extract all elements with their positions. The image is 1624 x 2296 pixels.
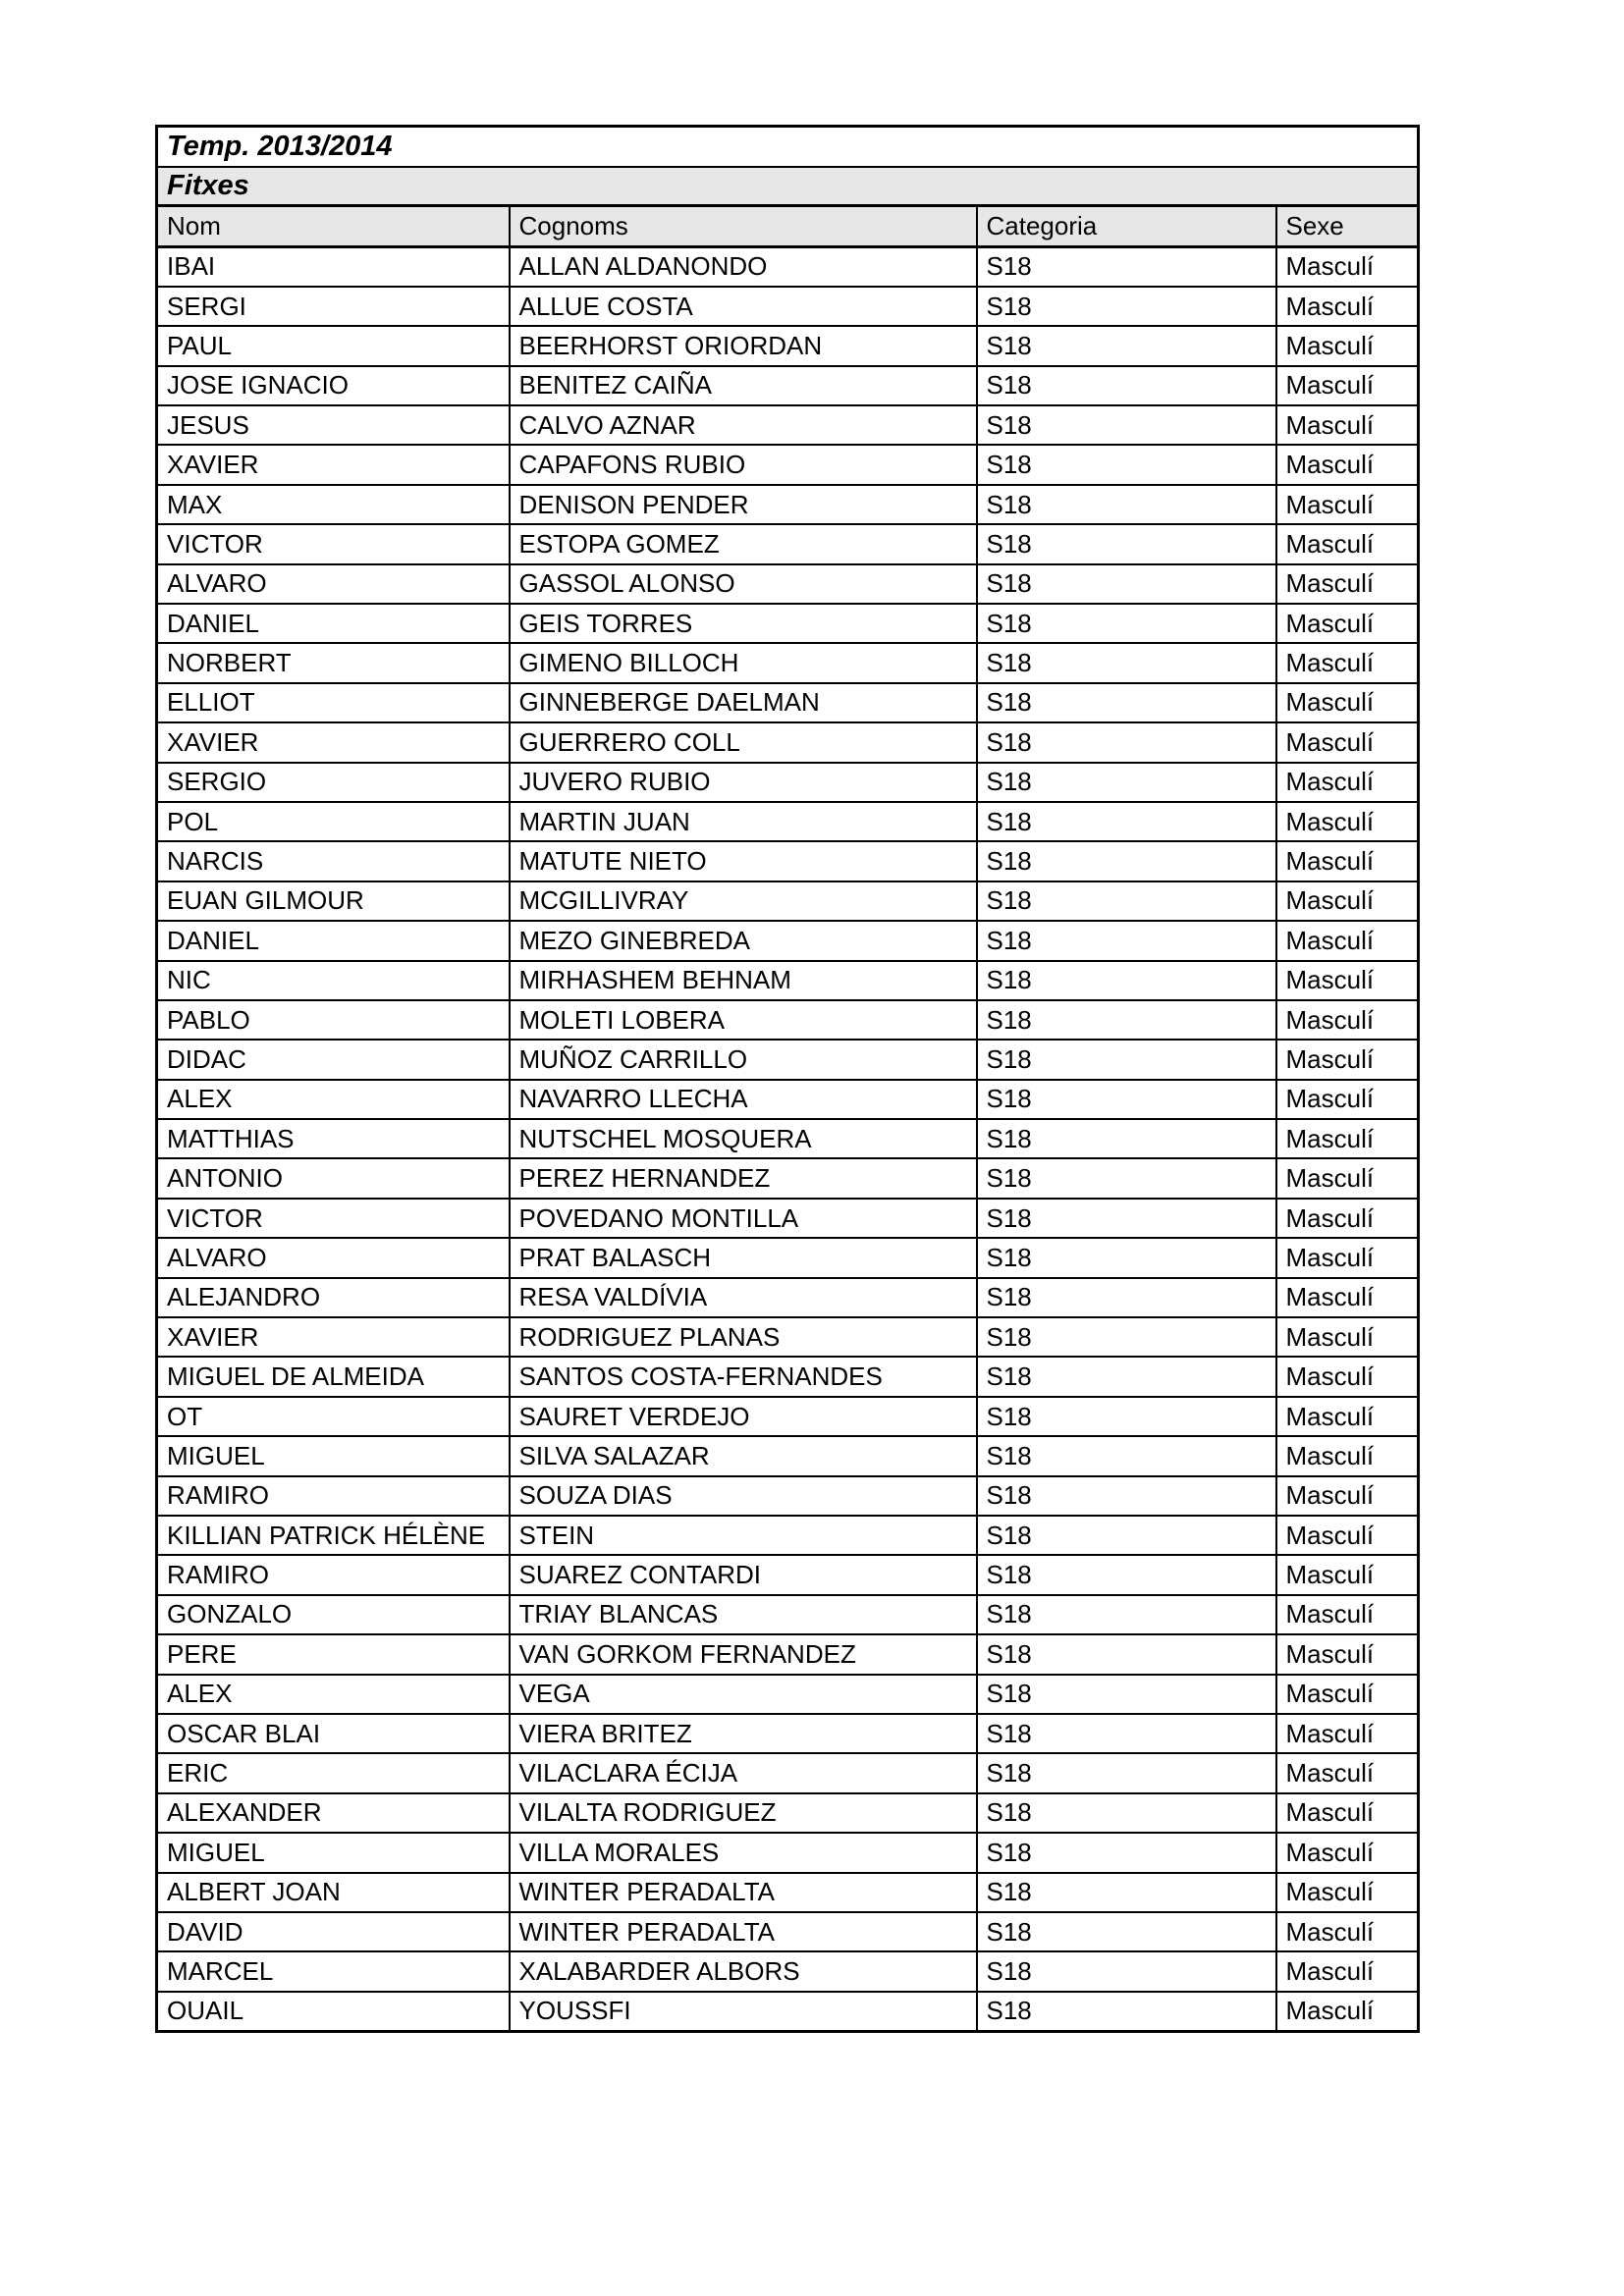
cell-cognoms: RODRIGUEZ PLANAS	[510, 1317, 977, 1357]
table-row	[157, 604, 1419, 643]
cell-nom: POL	[157, 802, 510, 841]
cell-sexe: Masculí	[1276, 841, 1419, 881]
cell-nom: MATTHIAS	[157, 1119, 510, 1158]
table-row	[157, 722, 1419, 762]
cell-nom: SERGI	[157, 287, 510, 326]
cell-sexe: Masculí	[1276, 1278, 1419, 1317]
cell-categoria: S18	[977, 604, 1276, 643]
cell-sexe: Masculí	[1276, 1833, 1419, 1872]
cell-nom: JOSE IGNACIO	[157, 366, 510, 405]
cell-cognoms: DENISON PENDER	[510, 485, 977, 524]
cell-categoria: S18	[977, 366, 1276, 405]
cell-cognoms: SANTOS COSTA-FERNANDES	[510, 1357, 977, 1396]
cell-sexe: Masculí	[1276, 921, 1419, 960]
cell-sexe: Masculí	[1276, 247, 1419, 287]
cell-nom: PAUL	[157, 326, 510, 365]
table-row	[157, 564, 1419, 604]
cell-categoria: S18	[977, 1476, 1276, 1516]
cell-sexe: Masculí	[1276, 722, 1419, 762]
cell-cognoms: GASSOL ALONSO	[510, 564, 977, 604]
cell-sexe: Masculí	[1276, 485, 1419, 524]
cell-nom: MAX	[157, 485, 510, 524]
cell-categoria: S18	[977, 961, 1276, 1000]
cell-nom: MARCEL	[157, 1951, 510, 1991]
cell-categoria: S18	[977, 1675, 1276, 1714]
cell-nom: NORBERT	[157, 643, 510, 682]
cell-cognoms: CALVO AZNAR	[510, 405, 977, 445]
cell-sexe: Masculí	[1276, 1199, 1419, 1238]
cell-categoria: S18	[977, 1278, 1276, 1317]
cell-categoria: S18	[977, 1516, 1276, 1555]
cell-cognoms: POVEDANO MONTILLA	[510, 1199, 977, 1238]
table-row	[157, 1634, 1419, 1674]
table-row	[157, 1951, 1419, 1991]
cell-cognoms: YOUSSFI	[510, 1992, 977, 2031]
table-row	[157, 643, 1419, 682]
cell-categoria: S18	[977, 247, 1276, 287]
cell-nom: ANTONIO	[157, 1158, 510, 1198]
table-row	[157, 1317, 1419, 1357]
fitxes-table	[155, 125, 1420, 2033]
column-header-categoria: Categoria	[977, 206, 1276, 247]
table-row	[157, 524, 1419, 563]
cell-categoria: S18	[977, 326, 1276, 365]
cell-nom: IBAI	[157, 247, 510, 287]
cell-sexe: Masculí	[1276, 1238, 1419, 1277]
cell-cognoms: MARTIN JUAN	[510, 802, 977, 841]
table-row	[157, 1158, 1419, 1198]
cell-categoria: S18	[977, 1714, 1276, 1753]
sheet-subtitle-row	[157, 167, 1419, 206]
table-row	[157, 1793, 1419, 1833]
cell-sexe: Masculí	[1276, 763, 1419, 802]
table-row	[157, 841, 1419, 881]
table-row	[157, 1238, 1419, 1277]
cell-sexe: Masculí	[1276, 1753, 1419, 1792]
cell-sexe: Masculí	[1276, 1158, 1419, 1198]
season-title-row	[157, 127, 1419, 167]
cell-cognoms: MEZO GINEBREDA	[510, 921, 977, 960]
cell-cognoms: MCGILLIVRAY	[510, 881, 977, 921]
cell-categoria: S18	[977, 1992, 1276, 2031]
cell-categoria: S18	[977, 1951, 1276, 1991]
table-row	[157, 1040, 1419, 1079]
sheet-subtitle: Fitxes	[157, 167, 1419, 206]
cell-categoria: S18	[977, 841, 1276, 881]
cell-sexe: Masculí	[1276, 1476, 1419, 1516]
cell-cognoms: VEGA	[510, 1675, 977, 1714]
cell-nom: DANIEL	[157, 604, 510, 643]
cell-cognoms: MIRHASHEM BEHNAM	[510, 961, 977, 1000]
cell-nom: GONZALO	[157, 1595, 510, 1634]
cell-sexe: Masculí	[1276, 1951, 1419, 1991]
cell-cognoms: GIMENO BILLOCH	[510, 643, 977, 682]
table-row	[157, 683, 1419, 722]
cell-categoria: S18	[977, 643, 1276, 682]
cell-sexe: Masculí	[1276, 683, 1419, 722]
cell-categoria: S18	[977, 524, 1276, 563]
cell-cognoms: CAPAFONS RUBIO	[510, 445, 977, 484]
cell-nom: JESUS	[157, 405, 510, 445]
table-row	[157, 1714, 1419, 1753]
cell-nom: ERIC	[157, 1753, 510, 1792]
cell-categoria: S18	[977, 1357, 1276, 1396]
cell-categoria: S18	[977, 1833, 1276, 1872]
table-row	[157, 1833, 1419, 1872]
cell-sexe: Masculí	[1276, 1000, 1419, 1040]
cell-sexe: Masculí	[1276, 1357, 1419, 1396]
cell-nom: NARCIS	[157, 841, 510, 881]
cell-cognoms: VILALTA RODRIGUEZ	[510, 1793, 977, 1833]
cell-sexe: Masculí	[1276, 445, 1419, 484]
cell-sexe: Masculí	[1276, 604, 1419, 643]
table-row	[157, 247, 1419, 287]
table-row	[157, 1476, 1419, 1516]
cell-sexe: Masculí	[1276, 643, 1419, 682]
column-header-cognoms: Cognoms	[510, 206, 977, 247]
table-row	[157, 1436, 1419, 1475]
cell-cognoms: GINNEBERGE DAELMAN	[510, 683, 977, 722]
table-row	[157, 1199, 1419, 1238]
cell-sexe: Masculí	[1276, 881, 1419, 921]
cell-nom: PERE	[157, 1634, 510, 1674]
column-header-sexe: Sexe	[1276, 206, 1419, 247]
table-row	[157, 1119, 1419, 1158]
cell-sexe: Masculí	[1276, 1992, 1419, 2031]
cell-sexe: Masculí	[1276, 1436, 1419, 1475]
cell-cognoms: PEREZ HERNANDEZ	[510, 1158, 977, 1198]
table-row	[157, 1873, 1419, 1912]
cell-nom: NIC	[157, 961, 510, 1000]
cell-nom: MIGUEL DE ALMEIDA	[157, 1357, 510, 1396]
cell-cognoms: PRAT BALASCH	[510, 1238, 977, 1277]
table-row	[157, 1555, 1419, 1594]
table-row	[157, 1357, 1419, 1396]
cell-cognoms: GUERRERO COLL	[510, 722, 977, 762]
cell-cognoms: ALLUE COSTA	[510, 287, 977, 326]
cell-categoria: S18	[977, 1595, 1276, 1634]
cell-sexe: Masculí	[1276, 1634, 1419, 1674]
cell-categoria: S18	[977, 1397, 1276, 1436]
cell-nom: ALEXANDER	[157, 1793, 510, 1833]
table-row	[157, 881, 1419, 921]
cell-nom: ALEJANDRO	[157, 1278, 510, 1317]
table-row	[157, 763, 1419, 802]
cell-cognoms: RESA VALDÍVIA	[510, 1278, 977, 1317]
cell-categoria: S18	[977, 763, 1276, 802]
cell-categoria: S18	[977, 1317, 1276, 1357]
cell-categoria: S18	[977, 1040, 1276, 1079]
cell-sexe: Masculí	[1276, 564, 1419, 604]
cell-cognoms: SILVA SALAZAR	[510, 1436, 977, 1475]
cell-cognoms: VILLA MORALES	[510, 1833, 977, 1872]
cell-cognoms: MUÑOZ CARRILLO	[510, 1040, 977, 1079]
cell-cognoms: SUAREZ CONTARDI	[510, 1555, 977, 1594]
table-row	[157, 802, 1419, 841]
cell-categoria: S18	[977, 1634, 1276, 1674]
table-row	[157, 1595, 1419, 1634]
cell-cognoms: BEERHORST ORIORDAN	[510, 326, 977, 365]
table-row	[157, 1753, 1419, 1792]
table-row	[157, 366, 1419, 405]
cell-sexe: Masculí	[1276, 1912, 1419, 1951]
cell-sexe: Masculí	[1276, 802, 1419, 841]
table-row	[157, 921, 1419, 960]
cell-cognoms: SAURET VERDEJO	[510, 1397, 977, 1436]
cell-categoria: S18	[977, 722, 1276, 762]
cell-nom: KILLIAN PATRICK HÉLÈNE	[157, 1516, 510, 1555]
cell-cognoms: TRIAY BLANCAS	[510, 1595, 977, 1634]
cell-categoria: S18	[977, 1080, 1276, 1119]
cell-cognoms: ESTOPA GOMEZ	[510, 524, 977, 563]
table-row	[157, 1992, 1419, 2031]
cell-nom: ELLIOT	[157, 683, 510, 722]
cell-categoria: S18	[977, 1158, 1276, 1198]
cell-sexe: Masculí	[1276, 1317, 1419, 1357]
cell-cognoms: SOUZA DIAS	[510, 1476, 977, 1516]
table-row	[157, 326, 1419, 365]
cell-categoria: S18	[977, 1119, 1276, 1158]
cell-categoria: S18	[977, 1753, 1276, 1792]
table-rows	[157, 247, 1419, 2032]
cell-sexe: Masculí	[1276, 1040, 1419, 1079]
column-header-row	[157, 206, 1419, 247]
cell-nom: EUAN GILMOUR	[157, 881, 510, 921]
cell-categoria: S18	[977, 287, 1276, 326]
cell-nom: DAVID	[157, 1912, 510, 1951]
table-row	[157, 1278, 1419, 1317]
table-row	[157, 485, 1419, 524]
cell-nom: RAMIRO	[157, 1476, 510, 1516]
cell-cognoms: GEIS TORRES	[510, 604, 977, 643]
cell-nom: SERGIO	[157, 763, 510, 802]
cell-nom: ALEX	[157, 1675, 510, 1714]
cell-categoria: S18	[977, 1000, 1276, 1040]
cell-categoria: S18	[977, 1238, 1276, 1277]
cell-categoria: S18	[977, 921, 1276, 960]
table-row	[157, 445, 1419, 484]
cell-categoria: S18	[977, 564, 1276, 604]
cell-categoria: S18	[977, 485, 1276, 524]
cell-nom: ALVARO	[157, 564, 510, 604]
cell-cognoms: VIERA BRITEZ	[510, 1714, 977, 1753]
cell-categoria: S18	[977, 1436, 1276, 1475]
cell-nom: RAMIRO	[157, 1555, 510, 1594]
cell-nom: DANIEL	[157, 921, 510, 960]
cell-cognoms: BENITEZ CAIÑA	[510, 366, 977, 405]
cell-sexe: Masculí	[1276, 287, 1419, 326]
cell-cognoms: WINTER PERADALTA	[510, 1873, 977, 1912]
cell-cognoms: STEIN	[510, 1516, 977, 1555]
cell-cognoms: MATUTE NIETO	[510, 841, 977, 881]
cell-nom: PABLO	[157, 1000, 510, 1040]
cell-sexe: Masculí	[1276, 524, 1419, 563]
cell-cognoms: MOLETI LOBERA	[510, 1000, 977, 1040]
cell-categoria: S18	[977, 881, 1276, 921]
cell-categoria: S18	[977, 1199, 1276, 1238]
cell-nom: DIDAC	[157, 1040, 510, 1079]
cell-categoria: S18	[977, 1555, 1276, 1594]
cell-categoria: S18	[977, 683, 1276, 722]
cell-cognoms: XALABARDER ALBORS	[510, 1951, 977, 1991]
table-row	[157, 1000, 1419, 1040]
cell-nom: MIGUEL	[157, 1436, 510, 1475]
cell-sexe: Masculí	[1276, 1516, 1419, 1555]
cell-sexe: Masculí	[1276, 1595, 1419, 1634]
table-row	[157, 961, 1419, 1000]
cell-sexe: Masculí	[1276, 1873, 1419, 1912]
cell-categoria: S18	[977, 445, 1276, 484]
cell-nom: OUAIL	[157, 1992, 510, 2031]
table-row	[157, 287, 1419, 326]
cell-sexe: Masculí	[1276, 961, 1419, 1000]
cell-sexe: Masculí	[1276, 1714, 1419, 1753]
table-row	[157, 1912, 1419, 1951]
cell-categoria: S18	[977, 1912, 1276, 1951]
cell-sexe: Masculí	[1276, 366, 1419, 405]
cell-nom: XAVIER	[157, 722, 510, 762]
cell-categoria: S18	[977, 1793, 1276, 1833]
cell-cognoms: WINTER PERADALTA	[510, 1912, 977, 1951]
column-header-nom: Nom	[157, 206, 510, 247]
cell-categoria: S18	[977, 802, 1276, 841]
cell-nom: VICTOR	[157, 1199, 510, 1238]
cell-sexe: Masculí	[1276, 1397, 1419, 1436]
cell-sexe: Masculí	[1276, 1119, 1419, 1158]
cell-sexe: Masculí	[1276, 1555, 1419, 1594]
cell-nom: ALEX	[157, 1080, 510, 1119]
cell-cognoms: NAVARRO LLECHA	[510, 1080, 977, 1119]
cell-sexe: Masculí	[1276, 405, 1419, 445]
table-row	[157, 1397, 1419, 1436]
cell-sexe: Masculí	[1276, 1080, 1419, 1119]
cell-nom: MIGUEL	[157, 1833, 510, 1872]
cell-cognoms: JUVERO RUBIO	[510, 763, 977, 802]
cell-nom: OSCAR BLAI	[157, 1714, 510, 1753]
table-row	[157, 405, 1419, 445]
cell-sexe: Masculí	[1276, 1793, 1419, 1833]
cell-nom: ALVARO	[157, 1238, 510, 1277]
cell-cognoms: VAN GORKOM FERNANDEZ	[510, 1634, 977, 1674]
cell-nom: XAVIER	[157, 1317, 510, 1357]
cell-sexe: Masculí	[1276, 1675, 1419, 1714]
cell-nom: XAVIER	[157, 445, 510, 484]
cell-cognoms: NUTSCHEL MOSQUERA	[510, 1119, 977, 1158]
cell-nom: OT	[157, 1397, 510, 1436]
cell-sexe: Masculí	[1276, 326, 1419, 365]
season-title: Temp. 2013/2014	[157, 127, 1419, 167]
cell-cognoms: VILACLARA ÉCIJA	[510, 1753, 977, 1792]
table-row	[157, 1080, 1419, 1119]
cell-nom: VICTOR	[157, 524, 510, 563]
cell-nom: ALBERT JOAN	[157, 1873, 510, 1912]
cell-categoria: S18	[977, 405, 1276, 445]
table-row	[157, 1675, 1419, 1714]
cell-cognoms: ALLAN ALDANONDO	[510, 247, 977, 287]
table-row	[157, 1516, 1419, 1555]
cell-categoria: S18	[977, 1873, 1276, 1912]
